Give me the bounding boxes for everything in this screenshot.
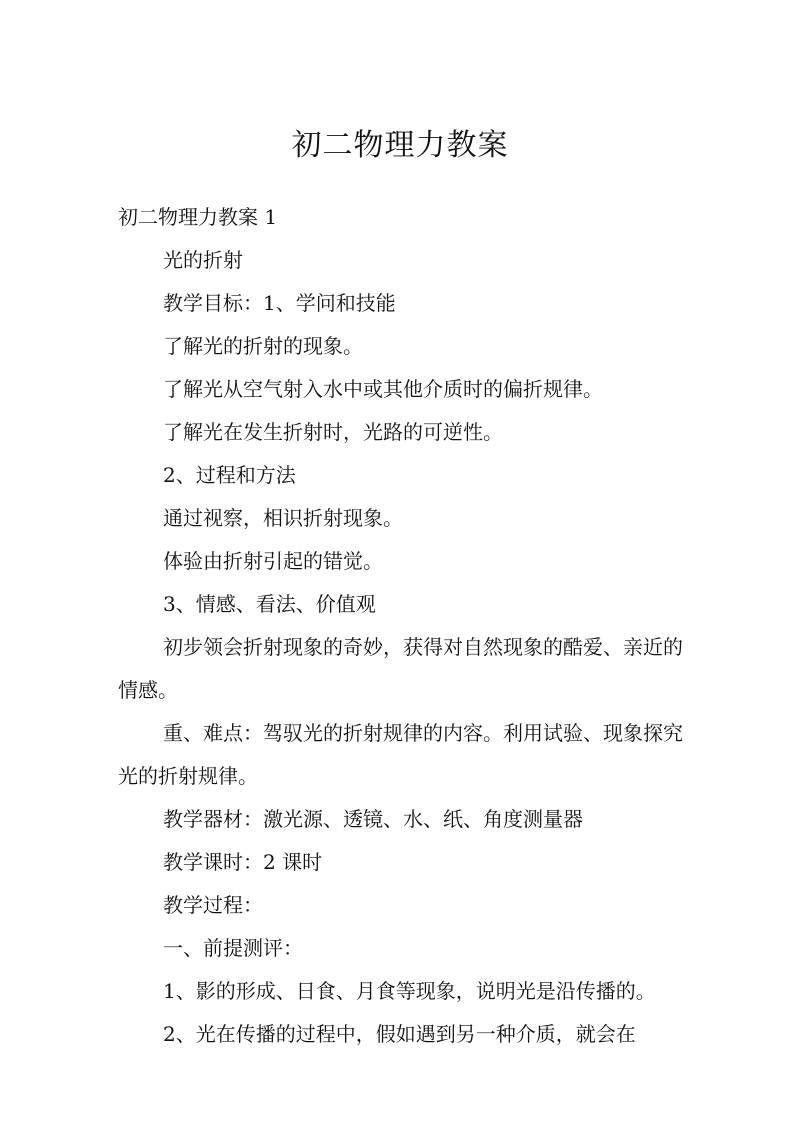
paragraph: 通过视察，相识折射现象。 — [163, 506, 403, 530]
paragraph: 教学目标：1、学问和技能 — [163, 291, 396, 315]
paragraph: 教学过程： — [163, 893, 263, 917]
paragraph: 了解光的折射的现象。 — [163, 334, 363, 358]
paragraph: 光的折射 — [163, 248, 243, 272]
section-heading: 初二物理力教案 1 — [118, 205, 278, 229]
paragraph: 教学器材：激光源、透镜、水、纸、角度测量器 — [163, 807, 583, 831]
paragraph: 3、情感、看法、价值观 — [163, 592, 376, 616]
paragraph: 2、过程和方法 — [163, 463, 296, 487]
document-title: 初二物理力教案 — [291, 128, 509, 163]
paragraph: 教学课时：2 课时 — [163, 850, 323, 874]
paragraph: 1、影的形成、日食、月食等现象，说明光是沿传播的。 — [163, 979, 656, 1003]
paragraph: 体验由折射引起的错觉。 — [163, 549, 383, 573]
paragraph: 了解光从空气射入水中或其他介质时的偏折规律。 — [163, 377, 603, 401]
document-body — [118, 196, 684, 1056]
paragraph: 初步领会折射现象的奇妙，获得对自然现象的酷爱、亲近的情感。 — [118, 635, 683, 702]
paragraph: 一、前提测评： — [163, 936, 303, 960]
paragraph: 了解光在发生折射时，光路的可逆性。 — [163, 420, 503, 444]
paragraph: 重、难点：驾驭光的折射规律的内容。利用试验、现象探究光的折射规律。 — [118, 721, 683, 788]
paragraph: 2、光在传播的过程中，假如遇到另一种介质，就会在 — [163, 1022, 636, 1046]
